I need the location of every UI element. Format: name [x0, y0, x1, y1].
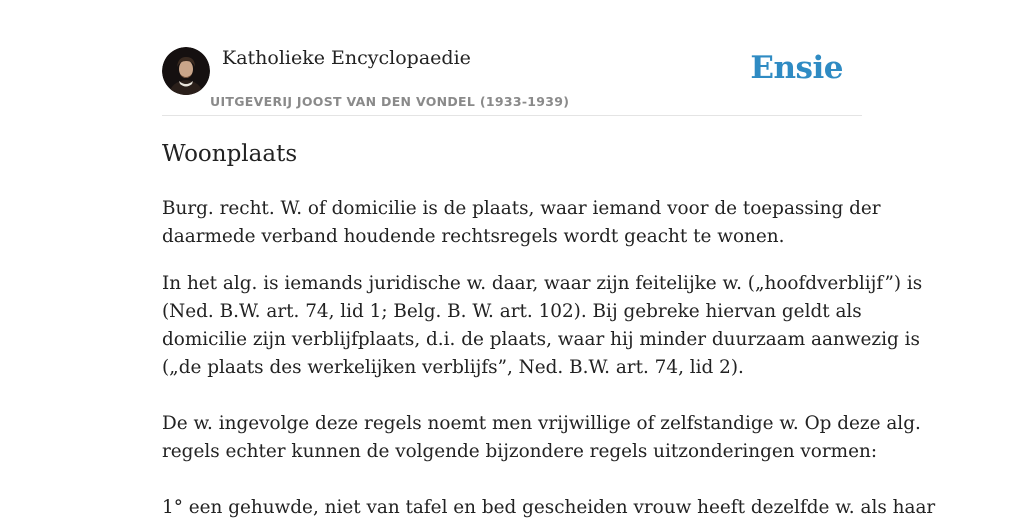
- portrait-icon[interactable]: [162, 47, 210, 95]
- paragraph-line: Burg. recht. W. of domicilie is de plaats, waar iemand voor de toepassing der: [162, 198, 881, 219]
- paragraph-line: 1° een gehuwde, niet van tafel en bed gescheiden vrouw heeft dezelfde w. als haar: [162, 497, 936, 518]
- paragraph-line: De w. ingevolge deze regels noemt men vrijwillige of zelfstandige w. Op deze alg.: [162, 413, 921, 434]
- paragraph: [162, 270, 923, 382]
- site-name[interactable]: Katholieke Encyclopaedie: [222, 47, 471, 69]
- paragraph-line: regels echter kunnen de volgende bijzondere regels uitzonderingen vormen:: [162, 441, 878, 462]
- article-title: Woonplaats: [162, 141, 298, 167]
- publisher-label: UITGEVERIJ JOOST VAN DEN VONDEL (1933-1939): [210, 94, 570, 109]
- paragraph: [162, 410, 921, 466]
- paragraph: [162, 195, 881, 251]
- paragraph-line: In het alg. is iemands juridische w. daar, waar zijn feitelijke w. („hoofdverblijf”) is: [162, 273, 923, 294]
- header-divider: [162, 115, 862, 116]
- paragraph-line: daarmede verband houdende rechtsregels wordt geacht te wonen.: [162, 226, 785, 247]
- paragraph-line: domicilie zijn verblijfplaats, d.i. de plaats, waar hij minder duurzaam aanwezig is: [162, 329, 920, 350]
- paragraph: [162, 494, 936, 522]
- paragraph-line: (Ned. B.W. art. 74, lid 1; Belg. B. W. art. 102). Bij gebreke hiervan geldt als: [162, 301, 862, 322]
- paragraph-line: („de plaats des werkelijken verblijfs”, Ned. B.W. art. 74, lid 2).: [162, 357, 744, 378]
- brand-logo[interactable]: Ensie: [750, 50, 843, 86]
- site-header: [162, 40, 862, 116]
- article: [162, 138, 936, 522]
